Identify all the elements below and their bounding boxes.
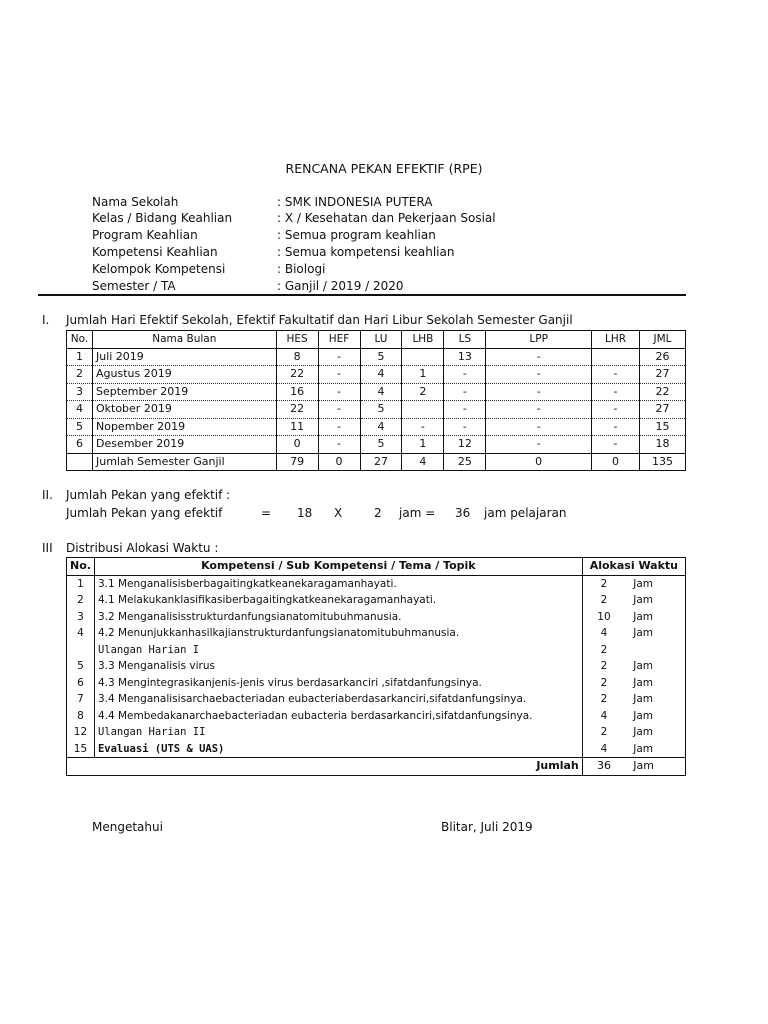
allocation-value: 4 xyxy=(600,627,608,640)
info-label-class: Kelas / Bidang Keahlian xyxy=(92,211,233,225)
table-row xyxy=(67,658,686,675)
allocation-value: 2 xyxy=(600,726,608,739)
table-row xyxy=(67,366,686,384)
cell: 4 xyxy=(360,366,402,384)
header-divider xyxy=(38,294,686,296)
cell: 18 xyxy=(639,436,685,454)
allocation-value: 2 xyxy=(600,676,608,689)
row-number: 7 xyxy=(67,691,95,708)
allocation-unit: Jam xyxy=(625,741,685,758)
row-number: 6 xyxy=(67,675,95,692)
total-label: Jumlah xyxy=(67,758,583,776)
cell xyxy=(402,401,444,419)
cell: 135 xyxy=(639,453,685,471)
cell: - xyxy=(444,418,486,436)
row-number: 8 xyxy=(67,708,95,725)
allocation-unit: Jam xyxy=(625,691,685,708)
cell: - xyxy=(318,348,360,366)
info-label-school: Nama Sekolah xyxy=(92,195,179,209)
info-value-group: : Biologi xyxy=(277,262,326,276)
total-label: Jumlah Semester Ganjil xyxy=(92,453,276,471)
allocation-value: 2 xyxy=(582,575,625,592)
cell: 1 xyxy=(402,436,444,454)
col-header: HEF xyxy=(318,331,360,349)
table-total-row xyxy=(67,453,686,471)
cell: 5 xyxy=(67,418,93,436)
cell: 1 xyxy=(402,366,444,384)
table-row xyxy=(67,741,686,758)
table-row xyxy=(67,609,686,626)
info-label-group: Kelompok Kompetensi xyxy=(92,262,226,276)
effective-days-table xyxy=(66,330,686,471)
col-header: LHR xyxy=(592,331,640,349)
cell: 12 xyxy=(444,436,486,454)
section1-number: I. xyxy=(42,313,50,327)
table-row xyxy=(67,418,686,436)
col-header: LU xyxy=(360,331,402,349)
info-value-competency: : Semua kompetensi keahlian xyxy=(277,245,455,259)
cell: - xyxy=(592,401,640,419)
cell: 5 xyxy=(360,436,402,454)
cell: - xyxy=(486,436,592,454)
topic: 4.1 Melakukanklasifikasiberbagaitingkatkeanekaragamanhayati. xyxy=(94,592,582,609)
cell xyxy=(592,348,640,366)
allocation-unit: Jam xyxy=(625,592,685,609)
table-row xyxy=(67,436,686,454)
topic: 4.2 Menunjukkanhasilkajianstrukturdanfungsianatomitubuhmanusia. xyxy=(94,625,582,642)
cell: - xyxy=(318,401,360,419)
row-number: 15 xyxy=(67,741,95,758)
section1-title: Jumlah Hari Efektif Sekolah, Efektif Fakultatif dan Hari Libur Sekolah Semester Ganjil xyxy=(66,313,573,327)
cell: - xyxy=(444,401,486,419)
allocation-value: 10 xyxy=(597,610,611,623)
allocation-unit: Jam xyxy=(625,708,685,725)
row-number: 4 xyxy=(67,625,95,642)
allocation-value: 2 xyxy=(600,643,608,656)
info-label-program: Program Keahlian xyxy=(92,228,198,242)
col-header: LS xyxy=(444,331,486,349)
cell: 22 xyxy=(276,366,318,384)
topic: 3.1 Menganalisisberbagaitingkatkeanekaragamanhayati. xyxy=(94,575,582,592)
cell: 8 xyxy=(276,348,318,366)
cell: 2 xyxy=(67,366,93,384)
cell: 4 xyxy=(67,401,93,419)
table-row xyxy=(67,592,686,609)
allocation-value: 2 xyxy=(600,594,608,607)
cell: 2 xyxy=(402,383,444,401)
info-value-program: : Semua program keahlian xyxy=(277,228,436,242)
cell: 25 xyxy=(444,453,486,471)
topic: Ulangan Harian II xyxy=(94,724,582,741)
total-unit: Jam xyxy=(625,758,685,776)
section3-title: Distribusi Alokasi Waktu : xyxy=(66,541,219,555)
info-value-school: : SMK INDONESIA PUTERA xyxy=(277,195,433,209)
info-value-class: : X / Kesehatan dan Pekerjaan Sosial xyxy=(277,211,496,225)
table-row xyxy=(67,348,686,366)
row-number: 5 xyxy=(67,658,95,675)
section2-hours: 2 xyxy=(374,506,382,520)
allocation-unit: Jam xyxy=(625,658,685,675)
cell: - xyxy=(486,383,592,401)
section2-weeks: 18 xyxy=(297,506,313,520)
cell: 0 xyxy=(318,453,360,471)
cell: - xyxy=(318,383,360,401)
cell: - xyxy=(486,401,592,419)
cell: 27 xyxy=(639,366,685,384)
cell: 16 xyxy=(276,383,318,401)
allocation-value: 4 xyxy=(600,742,608,755)
cell: 3 xyxy=(67,383,93,401)
section2-equals: = xyxy=(261,506,272,520)
cell: 26 xyxy=(639,348,685,366)
cell: 1 xyxy=(67,348,93,366)
cell: 4 xyxy=(360,383,402,401)
section2-label: Jumlah Pekan yang efektif xyxy=(66,506,223,520)
cell: 0 xyxy=(486,453,592,471)
table-row xyxy=(67,383,686,401)
info-label-competency: Kompetensi Keahlian xyxy=(92,245,218,259)
col-header: Kompetensi / Sub Kompetensi / Tema / Topik xyxy=(94,558,582,576)
allocation-unit: Jam xyxy=(625,724,685,741)
allocation-value: 2 xyxy=(600,693,608,706)
topic: 4.3 Mengintegrasikanjenis-jenis virus berdasarkanciri ,sifatdanfungsinya. xyxy=(94,675,582,692)
table-row xyxy=(67,675,686,692)
allocation-unit: Jam xyxy=(625,625,685,642)
section3-number: III xyxy=(42,541,53,555)
cell: 6 xyxy=(67,436,93,454)
cell: - xyxy=(486,348,592,366)
table-total-row xyxy=(67,758,686,776)
cell xyxy=(402,348,444,366)
section2-unit: jam pelajaran xyxy=(484,506,567,520)
cell: - xyxy=(592,436,640,454)
cell: Desember 2019 xyxy=(92,436,276,454)
row-number: 2 xyxy=(67,592,95,609)
topic: 3.3 Menganalisis virus xyxy=(94,658,582,675)
allocation-unit: Jam xyxy=(625,609,685,626)
topic: 3.4 Menganalisisarchaebacteriadan eubacteriaberdasarkanciri,sifatdanfungsinya. xyxy=(94,691,582,708)
cell: 22 xyxy=(639,383,685,401)
row-number: 1 xyxy=(67,575,95,592)
cell: - xyxy=(318,418,360,436)
section2-jam-equals: jam = xyxy=(399,506,436,520)
cell: 5 xyxy=(360,348,402,366)
info-label-semester: Semester / TA xyxy=(92,279,176,293)
cell: - xyxy=(444,383,486,401)
cell: 27 xyxy=(360,453,402,471)
row-number: 3 xyxy=(67,609,95,626)
section2-title: Jumlah Pekan yang efektif : xyxy=(66,488,231,502)
section2-number: II. xyxy=(42,488,53,502)
col-header: HES xyxy=(276,331,318,349)
cell: - xyxy=(318,436,360,454)
section2-total: 36 xyxy=(455,506,471,520)
topic: 4.4 Membedakanarchaebacteriadan eubacteria berdasarkanciri,sifatdanfungsinya. xyxy=(94,708,582,725)
cell: - xyxy=(486,418,592,436)
total-value: 36 xyxy=(582,758,625,776)
row-number: 12 xyxy=(67,724,95,741)
allocation-unit: Jam xyxy=(625,675,685,692)
table-row xyxy=(67,642,686,659)
document-title: RENCANA PEKAN EFEKTIF (RPE) xyxy=(285,161,483,176)
info-value-semester: : Ganjil / 2019 / 2020 xyxy=(277,279,404,293)
cell: 13 xyxy=(444,348,486,366)
cell: Juli 2019 xyxy=(92,348,276,366)
col-header: No. xyxy=(67,558,95,576)
cell: 27 xyxy=(639,401,685,419)
section2-times: X xyxy=(334,506,343,520)
col-header: JML xyxy=(639,331,685,349)
cell: 22 xyxy=(276,401,318,419)
cell xyxy=(67,453,93,471)
cell: - xyxy=(318,366,360,384)
cell: 79 xyxy=(276,453,318,471)
time-allocation-table xyxy=(66,557,686,776)
cell: Agustus 2019 xyxy=(92,366,276,384)
cell: - xyxy=(592,383,640,401)
cell: 0 xyxy=(592,453,640,471)
col-header: No. xyxy=(67,331,93,349)
cell: - xyxy=(402,418,444,436)
table-header-row xyxy=(67,331,686,349)
allocation-unit xyxy=(625,642,685,659)
allocation-value: 4 xyxy=(600,709,608,722)
cell: 15 xyxy=(639,418,685,436)
cell: 4 xyxy=(402,453,444,471)
footer-place-date: Blitar, Juli 2019 xyxy=(441,820,533,834)
cell: 5 xyxy=(360,401,402,419)
cell: Oktober 2019 xyxy=(92,401,276,419)
col-header: Nama Bulan xyxy=(92,331,276,349)
cell: - xyxy=(444,366,486,384)
table-row xyxy=(67,401,686,419)
allocation-unit: Jam xyxy=(625,575,685,592)
cell: September 2019 xyxy=(92,383,276,401)
col-header: LHB xyxy=(402,331,444,349)
table-header-row xyxy=(67,558,686,576)
cell: 4 xyxy=(360,418,402,436)
cell: - xyxy=(592,366,640,384)
cell: - xyxy=(486,366,592,384)
topic: Ulangan Harian I xyxy=(94,642,582,659)
topic: Evaluasi (UTS & UAS) xyxy=(94,741,582,758)
col-header: LPP xyxy=(486,331,592,349)
cell: Nopember 2019 xyxy=(92,418,276,436)
table-row xyxy=(67,625,686,642)
table-row xyxy=(67,575,686,592)
cell: 11 xyxy=(276,418,318,436)
allocation-value: 2 xyxy=(600,660,608,673)
table-row xyxy=(67,724,686,741)
cell: 0 xyxy=(276,436,318,454)
col-header: Alokasi Waktu xyxy=(582,558,685,576)
table-row xyxy=(67,708,686,725)
table-row xyxy=(67,691,686,708)
row-number xyxy=(67,642,95,659)
footer-acknowledged: Mengetahui xyxy=(92,820,163,834)
topic: 3.2 Menganalisisstrukturdanfungsianatomitubuhmanusia. xyxy=(94,609,582,626)
cell: - xyxy=(592,418,640,436)
